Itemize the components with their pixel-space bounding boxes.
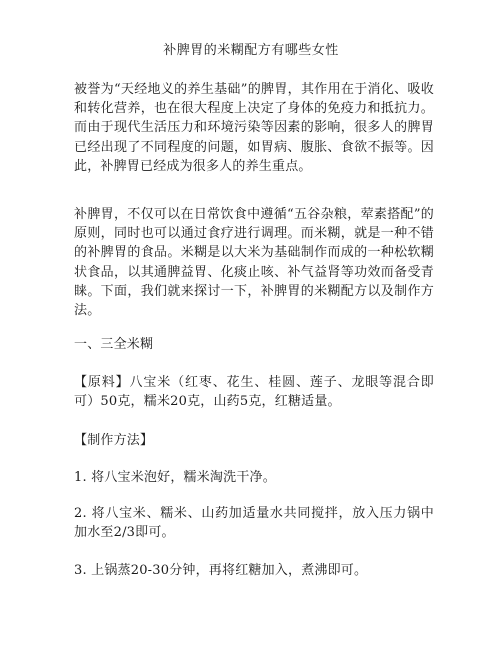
intro-paragraph-2: 补脾胃，不仅可以在日常饮食中遵循“五谷杂粮，荤素搭配”的原则，同时也可以通过食疗进行调理。而米糊，就是一种不错的补脾胃的食品。米糊是以大米为基础制作而成的一种松软糊状食品，以其通脾益胃、化痰止咳、补气益肾等功效而备受青睐。下面，我们就来探讨一下，补脾胃的米糊配方以及制作方法。 <box>74 207 434 319</box>
method-step-1: 1. 将八宝米泡好，糯米淘洗干净。 <box>74 470 276 485</box>
method-step-2: 2. 将八宝米、糯米、山药加适量水共同搅拌，放入压力锅中加水至2/3即可。 <box>74 506 434 541</box>
section-heading: 一、三全米糊 <box>74 337 154 352</box>
method-step-3: 3. 上锅蒸20-30分钟，再将红糖加入，煮沸即可。 <box>74 563 368 578</box>
ingredients-paragraph: 【原料】八宝米（红枣、花生、桂圆、莲子、龙眼等混合即可）50克，糯米20克，山药5克，红糖适量。 <box>74 375 434 410</box>
method-heading: 【制作方法】 <box>74 433 154 448</box>
intro-paragraph-1: 被誉为“天经地义的养生基础”的脾胃，其作用在于消化、吸收和转化营养，也在很大程度上决定了身体的免疫力和抵抗力。而由于现代生活压力和环境污染等因素的影响，很多人的脾胃已经出现了不同程度的问题，如胃病、腹胀、食欲不振等。因此，补脾胃已经成为很多人的养生重点。 <box>74 82 434 174</box>
document-title: 补脾胃的米糊配方有哪些女性 <box>163 43 339 58</box>
